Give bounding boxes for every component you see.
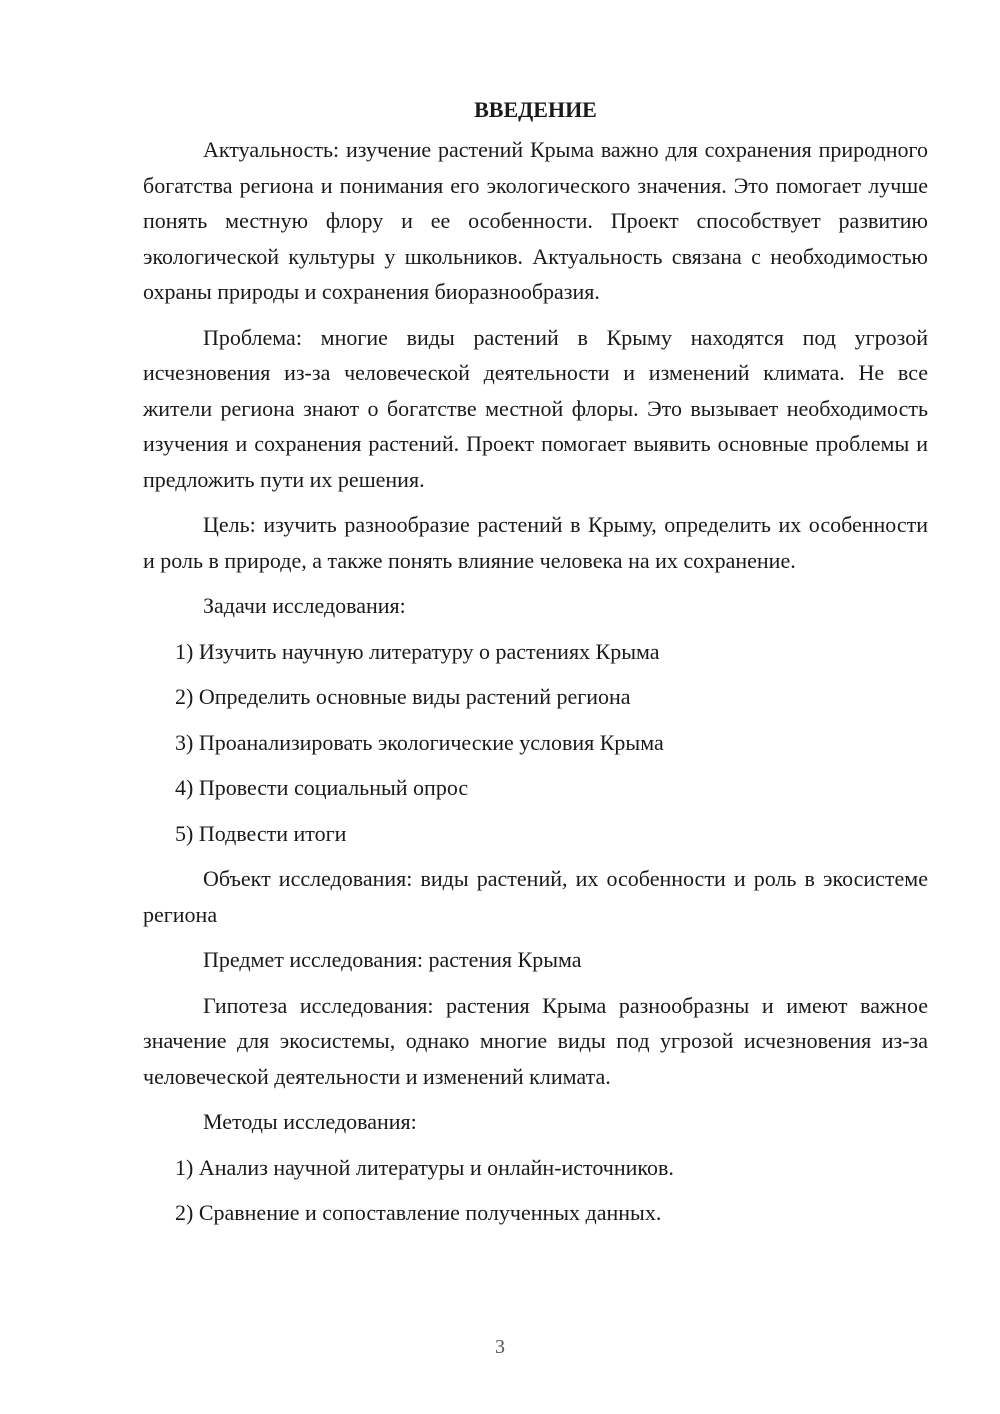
hypothesis-paragraph: Гипотеза исследования: растения Крыма разнообразны и имеют важное значение для экосистемы, однако многие виды под угрозой исчезновения из-за человеческой деятельности и изменений климата.: [143, 992, 928, 1089]
tasks-list: [143, 634, 928, 852]
subject-paragraph: Предмет исследования: растения Крыма: [203, 947, 582, 972]
problem-paragraph: Проблема: многие виды растений в Крыму находятся под угрозой исчезновения из-за человеческой деятельности и изменений климата. Не все жители региона знают о богатстве местной флоры. Это вызывает необходимость изучения и сохранения растений. Проект помогает выявить основные проблемы и предложить пути их решения.: [143, 324, 928, 492]
relevance-paragraph: Актуальность: изучение растений Крыма важно для сохранения природного богатства региона и понимания его экологического значения. Это помогает лучше понять местную флору и ее особенности. Проект способствует развитию экологической культуры у школьников. Актуальность связана с необходимостью охраны природы и сохранения биоразнообразия.: [143, 137, 928, 304]
goal-paragraph: Цель: изучить разнообразие растений в Крыму, определить их особенности и роль в природе, а также понять влияние человека на их сохранение.: [143, 512, 928, 573]
list-item: 4) Провести социальный опрос: [175, 775, 469, 800]
methods-list: [143, 1150, 928, 1231]
tasks-title: Задачи исследования:: [203, 593, 406, 618]
list-item: 5) Подвести итоги: [175, 820, 347, 846]
document-page: [143, 92, 928, 1241]
list-item: 3) Проанализировать экологические условия Крыма: [175, 729, 664, 755]
object-paragraph: Объект исследования: виды растений, их особенности и роль в экосистеме региона: [143, 866, 928, 927]
page-title: ВВЕДЕНИЕ: [474, 97, 597, 122]
list-item: 2) Сравнение и сопоставление полученных данных.: [175, 1200, 662, 1225]
methods-title: Методы исследования:: [203, 1109, 417, 1134]
list-item: 2) Определить основные виды растений региона: [175, 684, 631, 709]
list-item: 1) Изучить научную литературу о растениях Крыма: [175, 638, 660, 664]
page-number: 3: [495, 1336, 505, 1358]
list-item: 1) Анализ научной литературы и онлайн-источников.: [175, 1154, 674, 1180]
